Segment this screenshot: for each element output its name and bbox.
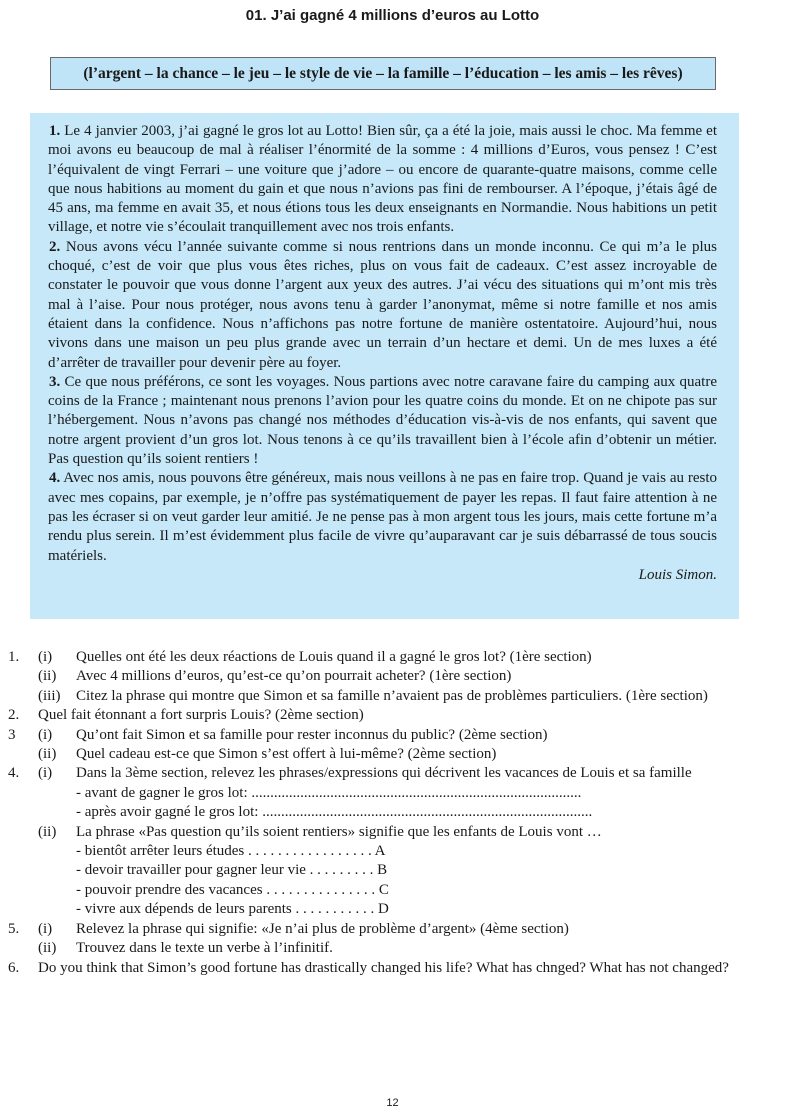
- question-text: Do you think that Simon’s good fortune has drastically changed his life? What has chnged? What has not changed?: [38, 959, 729, 976]
- question-text: Quel cadeau est-ce que Simon s’est offert à lui-même? (2ème section): [76, 746, 497, 763]
- question-subnumber: (i): [38, 726, 53, 743]
- question-text: Dans la 3ème section, relevez les phrases/expressions qui décrivent les vacances de Louis et sa famille: [76, 765, 692, 782]
- question-text: Relevez la phrase qui signifie: «Je n’ai plus de problème d’argent» (4ème section): [76, 920, 569, 937]
- paragraph-body: Nous avons vécu l’année suivante comme si nous rentrions dans un monde inconnu. Ce qui m’a le plus choqué, c’est de voir que plus vous êtes riches, plus on vous fait de cadeaux. C’est assez incroyable de constater le pouvoir que vous donne l’argent aux yeux des autres. J’ai vécu des situations qui m’ont mis très mal à l’aise. Pour nous protéger, nous avons tenu à garder l’anonymat, même si notre famille et nos amis étaient dans la confidence. Nous n’affichons pas notre fortune de manière ostentatoire. Aujourd’hui, nous vivons dans une maison un peu plus grande avec un terrain d’un hectare et demi. Un de mes luxes a été d’arrêter de travailler pour devenir père au foyer.: [48, 238, 717, 371]
- reading-text-box: [30, 113, 739, 619]
- answer-line: [8, 803, 760, 822]
- page-title: 01. J’ai gagné 4 millions d’euros au Lotto: [245, 7, 540, 24]
- question-row: [8, 823, 760, 842]
- author-signature: Louis Simon.: [638, 566, 717, 583]
- themes-banner: [50, 57, 716, 90]
- question-text: Quel fait étonnant a fort surpris Louis? (2ème section): [38, 707, 364, 724]
- paragraph-number: 2.: [49, 238, 61, 255]
- question-number: [8, 745, 38, 764]
- question-subnumber: (ii): [38, 746, 57, 763]
- question-row: [8, 648, 760, 667]
- paragraph-number: 3.: [49, 373, 61, 390]
- question-number: 2.: [8, 707, 20, 724]
- question-number: 4.: [8, 765, 20, 782]
- question-row: [8, 939, 760, 958]
- paragraph-body: Avec nos amis, nous pouvons être généreux, mais nous veillons à ne pas en faire trop. Quand je vais au resto avec mes copains, par exemple, je n’offre pas systématiquement de payer les repas. Il faut faire attention à ne pas les écraser si on veut garder leur amitié. Je ne pense pas à mon argent tous les jours, mais cette fortune m’a rendu plus serein. Il m’est évidemment plus facile de vivre qu’auparavant car je suis débarrassé de tous soucis matériels.: [48, 470, 717, 564]
- choice-option: [8, 861, 760, 880]
- choice-option-text: - devoir travailler pour gagner leur vie . . . . . . . . . B: [76, 862, 388, 879]
- question-text: Quelles ont été les deux réactions de Louis quand il a gagné le gros lot? (1ère section): [76, 649, 592, 665]
- question-number: [8, 667, 38, 686]
- question-row: [8, 687, 760, 706]
- question-subnumber: (i): [38, 649, 53, 665]
- choice-option-text: - bientôt arrêter leurs études . . . . . . . . . . . . . . . . . A: [76, 843, 386, 860]
- answer-line-text: - avant de gagner le gros lot: ........................................................................................: [76, 784, 582, 801]
- question-row: [8, 726, 760, 745]
- question-subnumber: (ii): [38, 823, 57, 840]
- page-number: 12: [386, 1097, 399, 1109]
- text-paragraph-2: [48, 238, 717, 373]
- choice-option: [8, 842, 760, 861]
- text-paragraph-1: [48, 122, 717, 238]
- question-row: [8, 764, 760, 783]
- choice-option-text: - vivre aux dépends de leurs parents . . . . . . . . . . . D: [76, 901, 389, 918]
- question-text: La phrase «Pas question qu’ils soient rentiers» signifie que les enfants de Louis vont …: [76, 823, 602, 840]
- question-subnumber: (ii): [38, 940, 57, 957]
- question-text: Qu’ont fait Simon et sa famille pour rester inconnus du public? (2ème section): [76, 726, 548, 743]
- question-text: Citez la phrase qui montre que Simon et sa famille n’avaient pas de problèmes particuliers. (1ère section): [76, 687, 708, 704]
- paragraph-number: 4.: [49, 470, 61, 487]
- choice-option: [8, 881, 760, 900]
- question-number: 3: [8, 726, 16, 743]
- question-row: [8, 706, 760, 725]
- question-row: [8, 667, 760, 686]
- question-number: 6.: [8, 959, 20, 976]
- question-row: [8, 920, 760, 939]
- text-paragraph-4: [48, 469, 717, 565]
- question-number: [8, 687, 38, 706]
- answer-line-text: - après avoir gagné le gros lot: ........................................................................................: [76, 804, 593, 821]
- question-text: Trouvez dans le texte un verbe à l’infinitif.: [76, 940, 333, 957]
- question-subnumber: (i): [38, 765, 53, 782]
- themes-text: (l’argent – la chance – le jeu – le style de vie – la famille – l’éducation – les amis – les rêves): [83, 64, 683, 82]
- question-number: [8, 939, 38, 958]
- question-number: [8, 823, 38, 842]
- question-number: 1.: [8, 649, 20, 665]
- questions-list: [8, 648, 760, 978]
- question-subnumber: (iii): [38, 687, 61, 704]
- answer-line: [8, 784, 760, 803]
- paragraph-body: Ce que nous préférons, ce sont les voyages. Nous partions avec notre caravane faire du camping aux quatre coins de la France ; maintenant nous prenons l’avion pour les quatre coins du monde. Et on ne chipote pas sur l’hébergement. Nous n’avons pas changé nos méthodes d’éducation vis-à-vis de nos enfants, qui savent que notre argent provient d’un gros lot. Nous tenons à ce qu’ils travaillent bien à l’école afin d’obtenir un métier. Pas question qu’ils soient rentiers !: [48, 373, 717, 468]
- question-subnumber: (i): [38, 920, 53, 937]
- choice-option: [8, 900, 760, 919]
- paragraph-number: 1.: [49, 123, 61, 139]
- paragraph-body: Le 4 janvier 2003, j’ai gagné le gros lot au Lotto! Bien sûr, ça a été la joie, mais aussi le choc. Ma femme et moi avons eu beaucoup de mal à réaliser l’énormité de la somme : 4 millions d’Euros, vous pensez ! C’est l’équivalent de vingt Ferrari – une voiture que j’adore – ou encore de quarante-quatre maisons, comme celle que nous habitions au moment du gain et que nous n’avions pas fini de rembourser. A l’époque, j’étais âgé de 45 ans, ma femme en avait 35, et nous étions tous les deux enseignants en Normandie. Nous habitions un petit village, et notre vie s’écoulait tranquillement avec nos trois enfants.: [48, 123, 717, 236]
- choice-option-text: - pouvoir prendre des vacances . . . . . . . . . . . . . . . C: [76, 881, 389, 898]
- question-text: Avec 4 millions d’euros, qu’est-ce qu’on pourrait acheter? (1ère section): [76, 668, 512, 685]
- question-subnumber: (ii): [38, 668, 57, 685]
- question-row: [8, 959, 760, 978]
- question-row: [8, 745, 760, 764]
- question-number: 5.: [8, 920, 20, 937]
- text-paragraph-3: [48, 373, 717, 469]
